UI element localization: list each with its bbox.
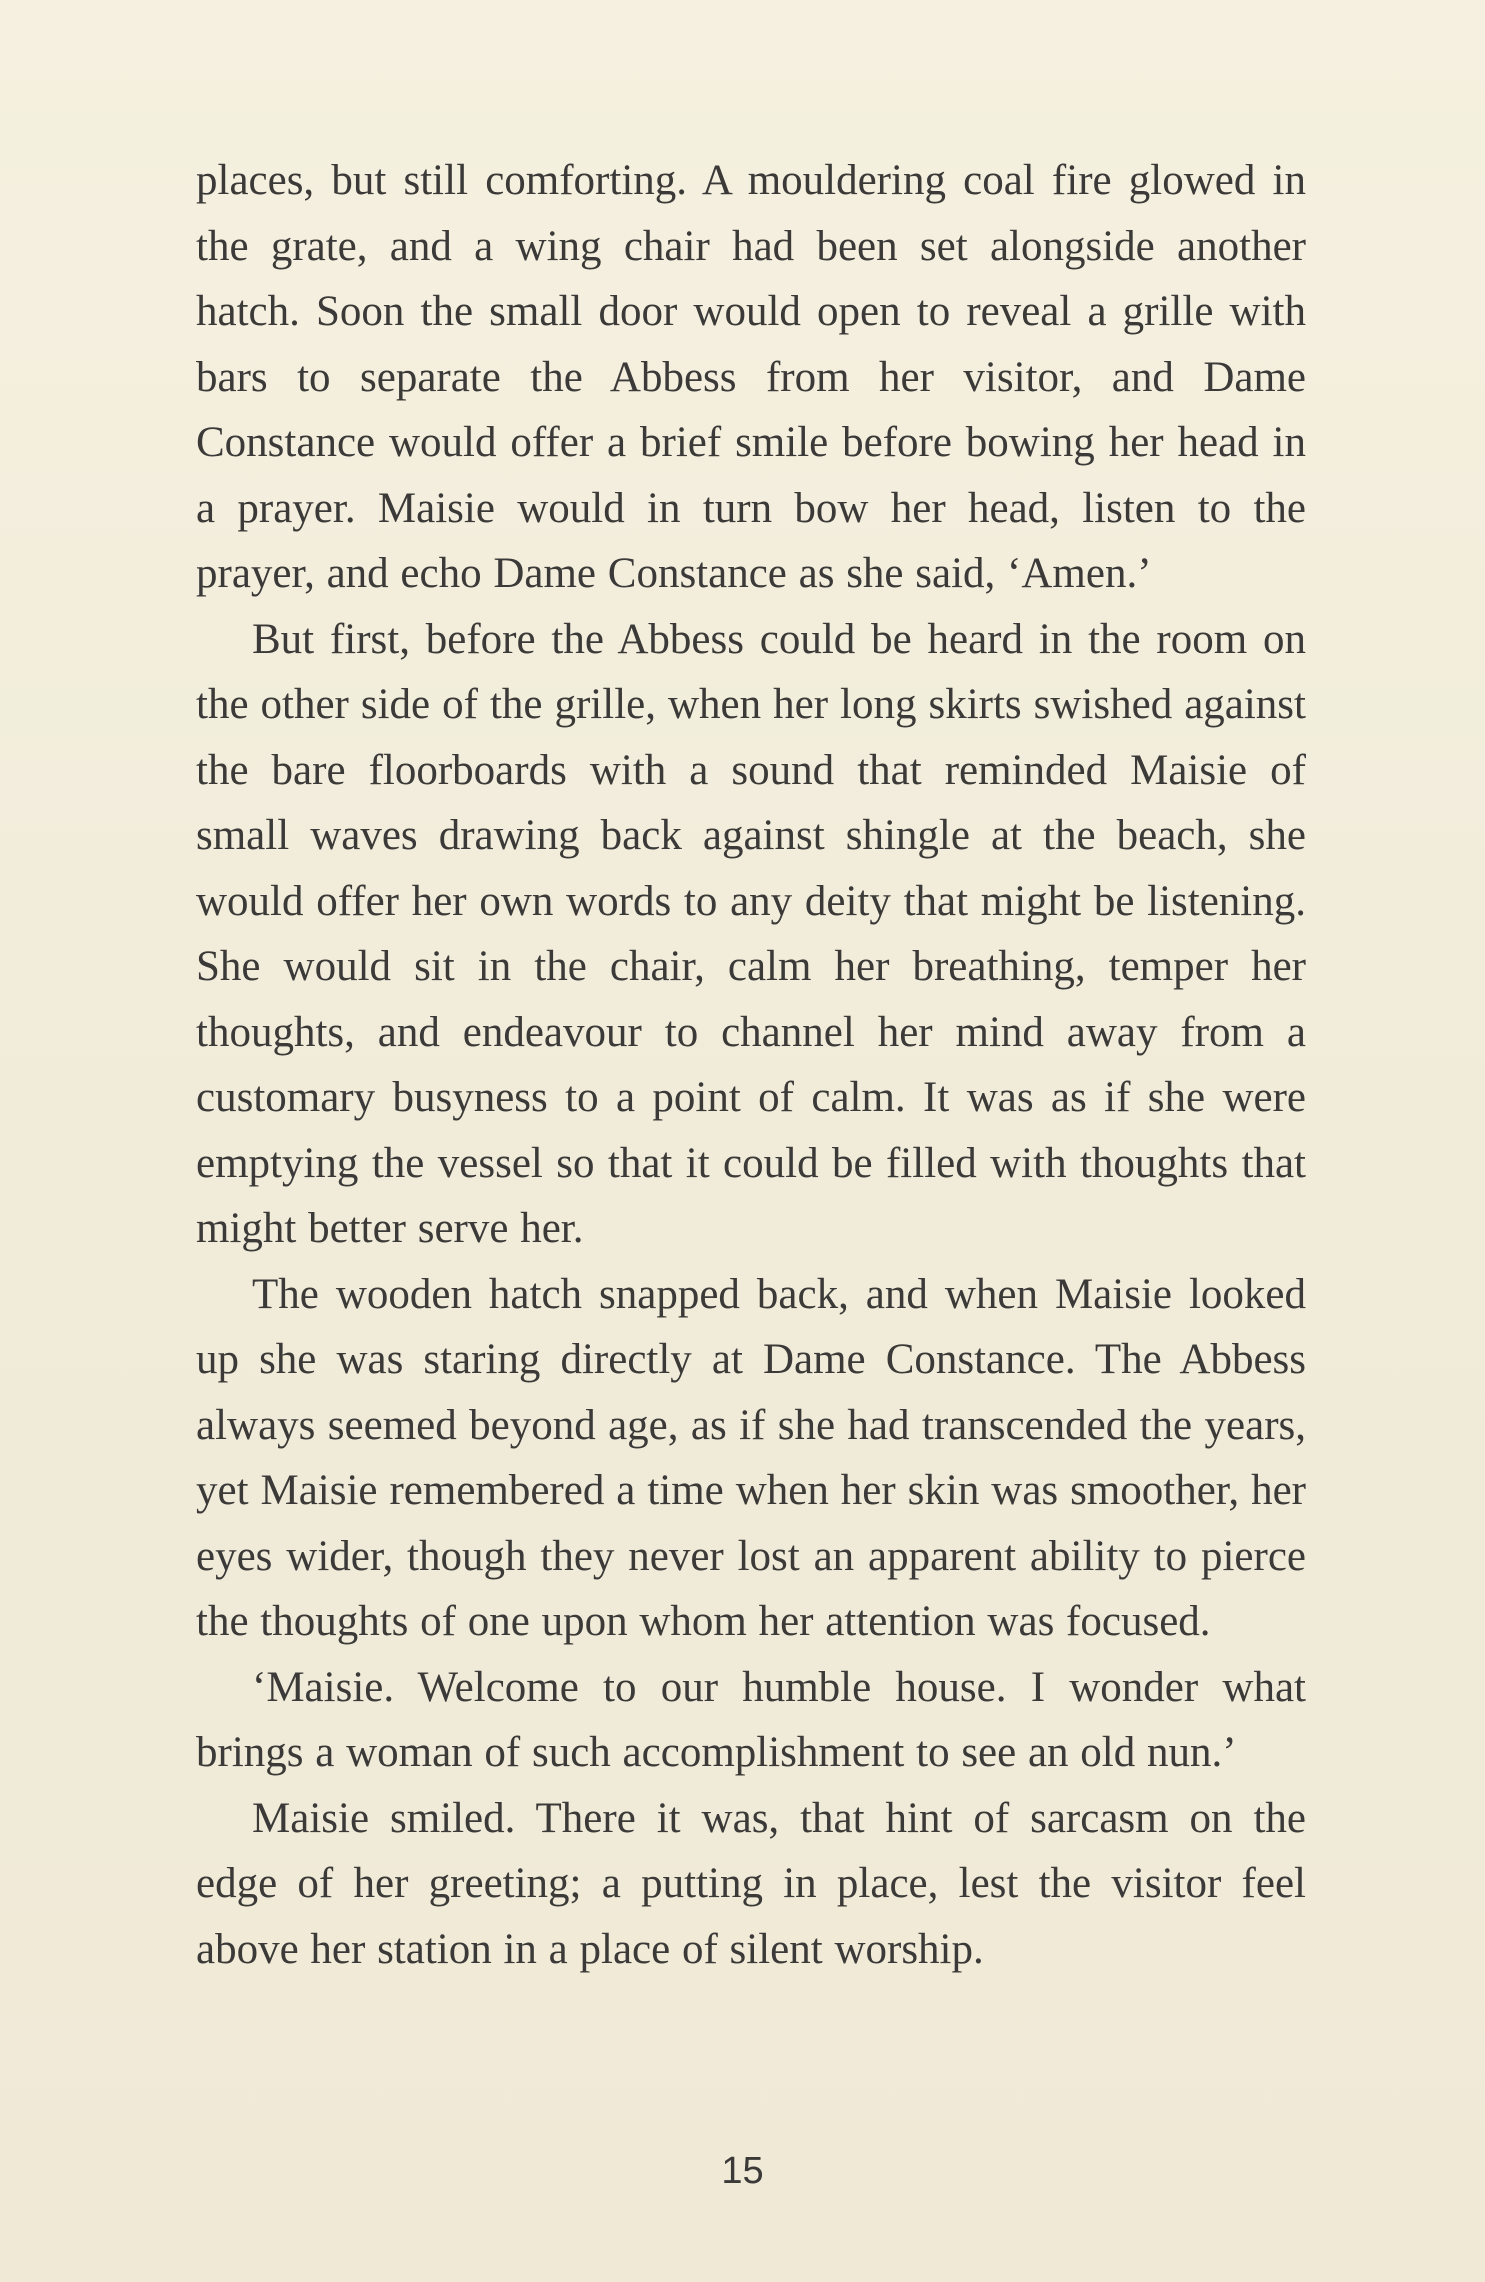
paragraph-2: But first, before the Abbess could be heard in the room on the other side of the grille, when her long skirts swished against the bare floorboards with a sound that reminded Maisie of small waves drawing back against shingle at the beach, she would offer her own words to any deity that might be listening. She would sit in the chair, calm her breathing, temper her thoughts, and endeavour to channel her mind away from a customary busyness to a point of calm. It was as if she were emptying the vessel so that it could be filled with thoughts that might better serve her. [196, 615, 1306, 1252]
paragraph-3: The wooden hatch snapped back, and when Maisie looked up she was staring directly at Dame Constance. The Abbess always seemed beyond age, as if she had transcended the years, yet Maisie remembered a time when her skin was smoother, her eyes wider, though they never lost an apparent ability to pierce the thoughts of one upon whom her attention was focused. [196, 1270, 1306, 1645]
paragraph-1: places, but still comforting. A mouldering coal fire glowed in the grate, and a wing chair had been set alongside another hatch. Soon the small door would open to reveal a grille with bars to separate the Abbess from her visitor, and Dame Constance would offer a brief smile before bowing her head in a prayer. Maisie would in turn bow her head, listen to the prayer, and echo Dame Constance as she said, ‘Amen.’ [196, 157, 1306, 597]
body-text [196, 148, 1306, 1982]
paragraph-5: Maisie smiled. There it was, that hint of sarcasm on the edge of her greeting; a putting in place, lest the visitor feel above her station in a place of silent worship. [196, 1794, 1306, 1973]
page-number: 15 [721, 2150, 764, 2192]
paragraph-4: ‘Maisie. Welcome to our humble house. I wonder what brings a woman of such accomplishment to see an old nun.’ [196, 1663, 1306, 1776]
